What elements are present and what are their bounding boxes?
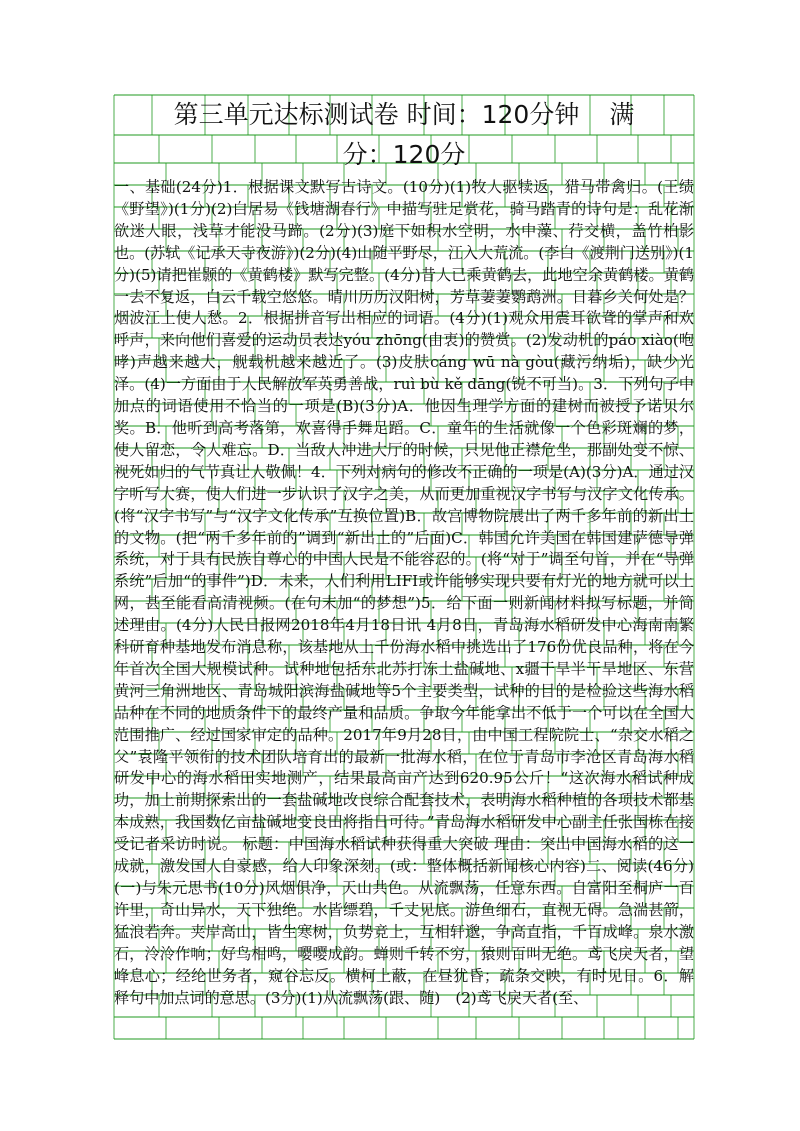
document-title-continued: 分：120分	[342, 140, 466, 169]
title-trailing: 满	[609, 100, 635, 129]
document-page	[114, 95, 694, 1009]
document-body: 一、基础(24分)1．根据课文默写古诗文。(10分)(1)牧人驱犊返，猎马带禽归。(王绩《野望》)(1分)(2)白居易《钱塘湖春行》中描写驻足赏花，骑马踏青的诗句是：乱花渐欲迷人眼，浅草才能没马蹄。(2分)(3)庭下如积水空明，水中藻、荇交横，盖竹柏影也。(苏轼《记承天寺夜游》)(2分)(4)山随平野尽，江入大荒流。(李白《渡荆门送别》)(1分)(5)请把崔颢的《黄鹤楼》默写完整。(4分)昔人已乘黄鹤去，此地空余黄鹤楼。黄鹤一去不复返，白云千载空悠悠。晴川历历汉阳树，芳草萋萋鹦鹉洲。日暮乡关何处是？烟波江上使人愁。2．根据拼音写出相应的词语。(4分)(1)观众用震耳欲聋的掌声和欢呼声，来向他们喜爱的运动员表达yóu zhōng(由衷)的赞赏。(2)发动机的páo xiào(咆哮)声越来越大，舰载机越来越近了。(3)皮肤cáng wū nà gòu(藏污纳垢)，缺少光泽。(4)一方面由于人民解放军英勇善战，ruì bù kě dāng(锐不可当)。3．下列句子中加点的词语使用不恰当的一项是(B)(3分)A．他因生理学方面的建树而被授予诺贝尔奖。B．他听到高考落第，欢喜得手舞足蹈。C．童年的生活就像一个色彩斑斓的梦，使人留恋，令人难忘。D．当敌人冲进大厅的时候，只见他正襟危坐，那副处变不惊、视死如归的气节真让人敬佩！4．下列对病句的修改不正确的一项是(A)(3分)A．通过汉字听写大赛，使人们进一步认识了汉字之美，从而更加重视汉字书写与汉字文化传承。(将“汉字书写”与“汉字文化传承”互换位置)B．故宫博物院展出了两千多年前的新出土的文物。(把“两千多年前的”调到“新出土的”后面)C．韩国允许美国在韩国建萨德导弹系统，对于具有民族自尊心的中国人民是不能容忍的。(将“对于”调至句首，并在“导弹系统”后加“的事件”)D．未来，人们利用LIFI或许能够实现只要有灯光的地方就可以上网，甚至能看高清视频。(在句末加“的梦想”)5．给下面一则新闻材料拟写标题，并简述理由。(4分)人民日报网2018年4月18日讯 4月8日，青岛海水稻研发中心海南南繁科研育种基地发布消息称，该基地从上千份海水稻中挑选出了176份优良品种，将在今年首次全国大规模试种。试种地包括东北苏打冻土盐碱地、x疆干旱半干旱地区、东营黄河三角洲地区、青岛城阳滨海盐碱地等5个主要类型，试种的目的是检验这些海水稻品种在不同的地质条件下的最终产量和品质。争取今年能拿出不低于一个可以在全国大范围推广、经过国家审定的品种。2017年9月28日，由中国工程院院士、“杂交水稻之父”袁隆平领衔的技术团队培育出的最新一批海水稻，在位于青岛市李沧区青岛海水稻研发中心的海水稻田实地测产，结果最高亩产达到620.95公斤！“这次海水稻试种成功，加上前期探索出的一套盐碱地改良综合配套技术，表明海水稻种植的各项技术都基本成熟，我国数亿亩盐碱地变良田将指日可待。”青岛海水稻研发中心副主任张国栋在接受记者采访时说。 标题：中国海水稻试种获得重大突破 理由：突出中国海水稻的这一成就，激发国人自豪感，给人印象深刻。(或：整体概括新闻核心内容)二、阅读(46分)(一)与朱元思书(10分)风烟俱净，天山共色。从流飘荡，任意东西。自富阳至桐庐一百许里，奇山异水，天下独绝。水皆缥碧，千丈见底。游鱼细石，直视无碍。急湍甚箭，猛浪若奔。夹岸高山，皆生寒树，负势竞上，互相轩邈，争高直指，千百成峰。泉水激石，泠泠作响；好鸟相鸣，嘤嘤成韵。蝉则千转不穷，猿则百叫无绝。鸢飞戾天者，望峰息心；经纶世务者，窥谷忘反。横柯上蔽，在昼犹昏；疏条交映，有时见日。6．解释句中加点词的意思。(3分)(1)从流飘荡(跟、随) (2)鸢飞戾天者(至、	[114, 178, 694, 1007]
title-main: 第三单元达标测试卷 时间：120分钟	[173, 100, 580, 129]
document-title	[114, 95, 694, 135]
